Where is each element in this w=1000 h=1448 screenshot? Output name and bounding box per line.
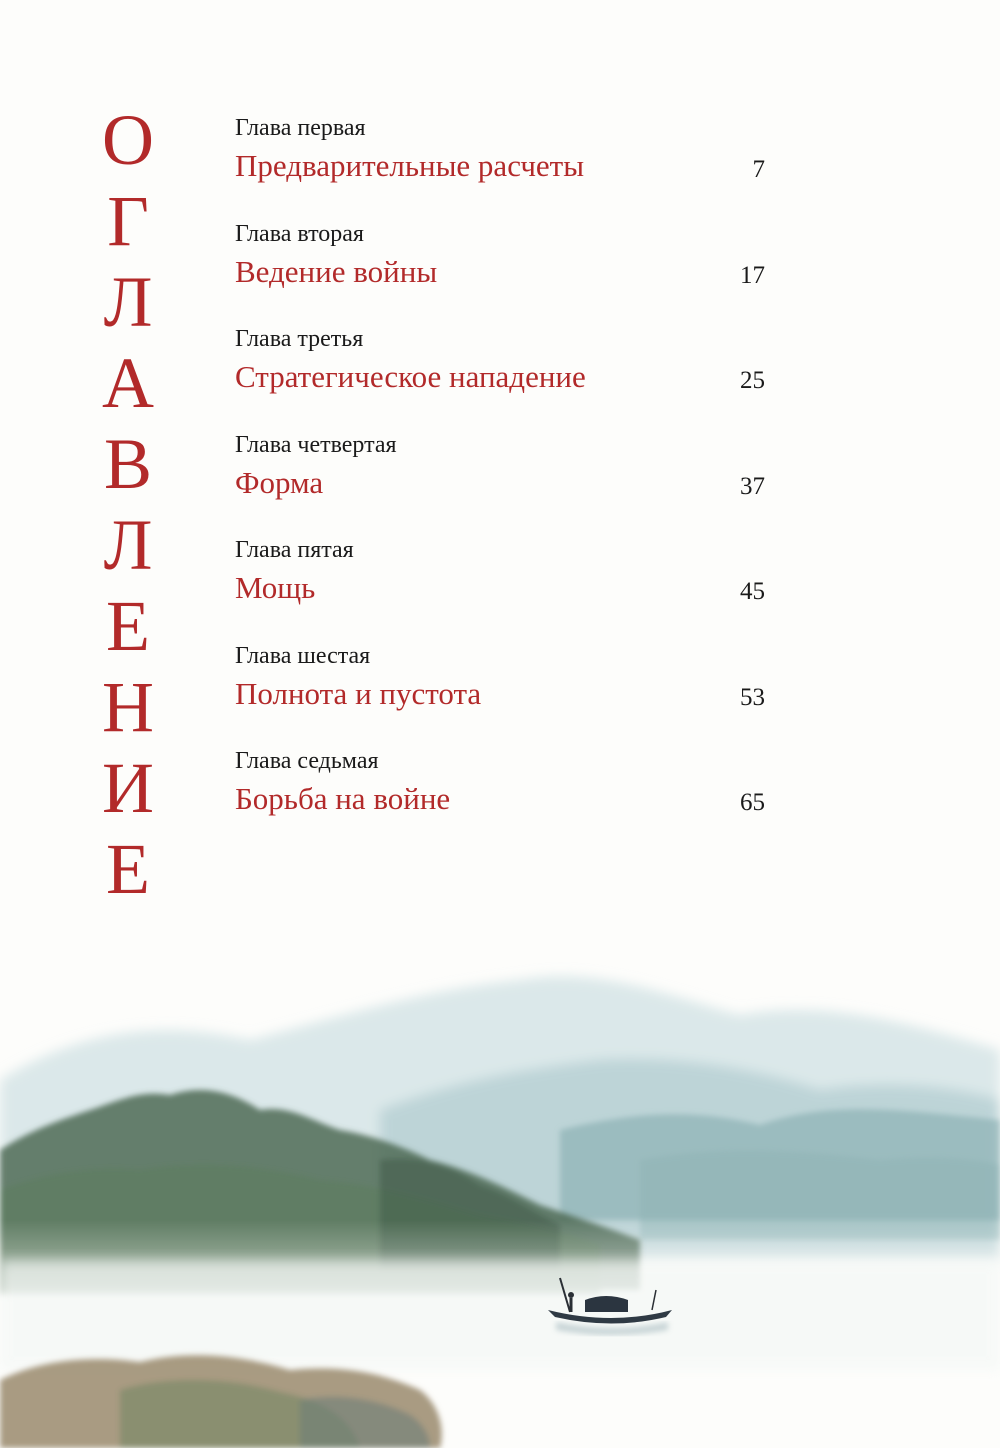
chapter-number: Глава пятая <box>235 537 354 563</box>
chapter-number: Глава вторая <box>235 220 364 247</box>
heading-letter: А <box>102 343 154 423</box>
chapter-title: Ведение войны <box>235 253 438 289</box>
page-number: 53 <box>740 683 765 711</box>
chapter-number: Глава третья <box>235 326 364 352</box>
heading-letter: Л <box>103 262 153 342</box>
contents-heading <box>88 100 168 910</box>
table-of-contents <box>235 112 775 851</box>
chapter-number: Глава шестая <box>235 642 371 669</box>
heading-letter: Е <box>106 586 150 666</box>
chapter-title: Борьба на войне <box>235 781 451 816</box>
chapter-number: Глава первая <box>235 115 366 141</box>
page-number: 65 <box>740 789 765 816</box>
toc-entry[interactable] <box>235 218 775 324</box>
toc-entry[interactable] <box>235 323 775 429</box>
page-number: 45 <box>740 578 765 605</box>
chapter-number: Глава четвертая <box>235 431 397 458</box>
chapter-title: Предварительные расчеты <box>235 148 585 183</box>
chapter-title: Форма <box>235 464 324 500</box>
heading-letter: Н <box>102 667 154 747</box>
toc-entry[interactable] <box>235 640 775 746</box>
heading-letter: Л <box>103 505 153 585</box>
page-number: 25 <box>740 367 765 394</box>
toc-entry[interactable] <box>235 534 775 640</box>
page-number: 17 <box>740 261 765 289</box>
watercolor-landscape-illustration <box>0 960 1000 1448</box>
chapter-number: Глава седьмая <box>235 748 379 774</box>
chapter-title: Стратегическое нападение <box>235 359 586 394</box>
heading-letter: Г <box>107 181 149 261</box>
heading-letter: В <box>103 424 153 504</box>
toc-entry[interactable] <box>235 429 775 535</box>
page-number: 37 <box>740 472 765 500</box>
chapter-title: Полнота и пустота <box>235 675 482 711</box>
toc-entry[interactable] <box>235 745 775 851</box>
chapter-title: Мощь <box>235 570 316 605</box>
toc-entry[interactable] <box>235 112 775 218</box>
heading-letter: И <box>102 748 154 828</box>
heading-letter: О <box>102 100 154 180</box>
page-number: 7 <box>752 156 765 183</box>
heading-letter: Е <box>106 829 150 909</box>
